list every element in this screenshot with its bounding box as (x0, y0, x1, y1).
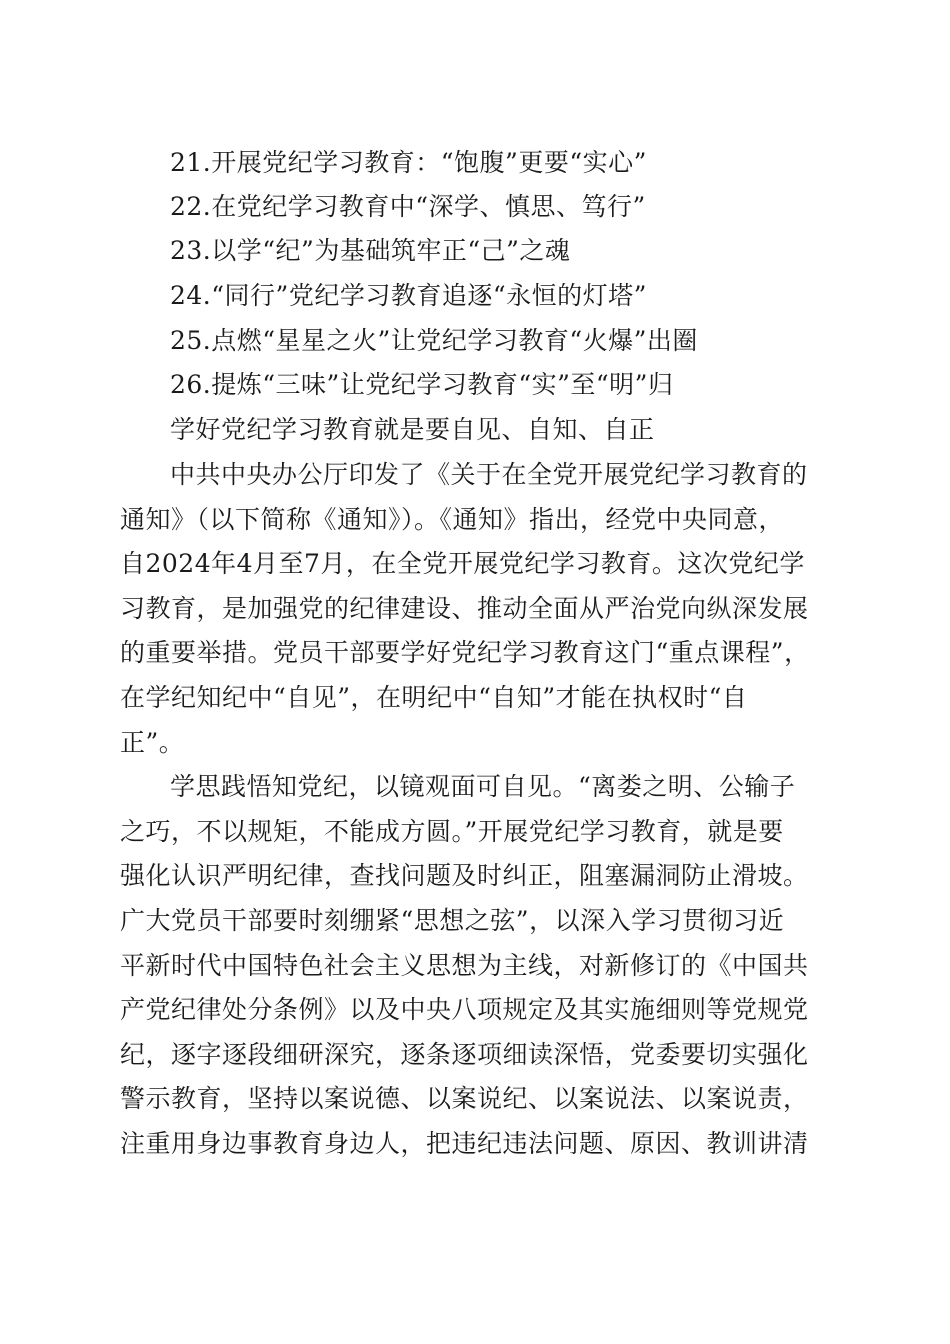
list-item: 21.开展党纪学习教育：“饱腹”更要“实心” (170, 148, 647, 177)
paragraph-line: 平新时代中国特色社会主义思想为主线，对新修订的《中国共 (120, 951, 809, 980)
paragraph-line: 注重用身边事教育身边人，把违纪违法问题、原因、教训讲清 (120, 1129, 809, 1158)
article-title: 学好党纪学习教育就是要自见、自知、自正 (170, 415, 655, 444)
paragraph-line: 警示教育，坚持以案说德、以案说纪、以案说法、以案说责， (120, 1084, 809, 1113)
paragraph-line: 之巧，不以规矩，不能成方圆。”开展党纪学习教育，就是要 (120, 817, 784, 846)
paragraph-line: 通知》（以下简称《通知》）。《通知》指出，经党中央同意， (120, 505, 785, 534)
list-item: 24.“同行”党纪学习教育追逐“永恒的灯塔” (170, 281, 647, 310)
paragraph-line: 强化认识严明纪律，查找问题及时纠正，阻塞漏洞防止滑坡。 (120, 861, 809, 890)
paragraph-line: 的重要举措。党员干部要学好党纪学习教育这门“重点课程”， (120, 638, 810, 667)
paragraph-line: 自2024年4月至7月，在全党开展党纪学习教育。这次党纪学 (120, 549, 805, 578)
list-item: 25.点燃“星星之火”让党纪学习教育“火爆”出圈 (170, 326, 698, 355)
list-item: 22.在党纪学习教育中“深学、慎思、笃行” (170, 192, 646, 221)
list-item: 23.以学“纪”为基础筑牢正“己”之魂 (170, 236, 571, 265)
paragraph-line: 广大党员干部要时刻绷紧“思想之弦”，以深入学习贯彻习近 (120, 906, 785, 935)
paragraph-line: 正”。 (120, 728, 185, 757)
paragraph-line: 产党纪律处分条例》以及中央八项规定及其实施细则等党规党 (120, 995, 809, 1024)
paragraph-line: 纪，逐字逐段细研深究，逐条逐项细读深悟，党委要切实强化 (120, 1040, 809, 1069)
paragraph-line: 中共中央办公厅印发了《关于在全党开展党纪学习教育的 (170, 460, 808, 489)
paragraph-line: 在学纪知纪中“自见”，在明纪中“自知”才能在执权时“自 (120, 683, 748, 712)
paragraph-line: 习教育，是加强党的纪律建设、推动全面从严治党向纵深发展 (120, 594, 809, 623)
paragraph-line: 学思践悟知党纪，以镜观面可自见。“离娄之明、公输子 (170, 772, 796, 801)
list-item: 26.提炼“三味”让党纪学习教育“实”至“明”归 (170, 370, 674, 399)
